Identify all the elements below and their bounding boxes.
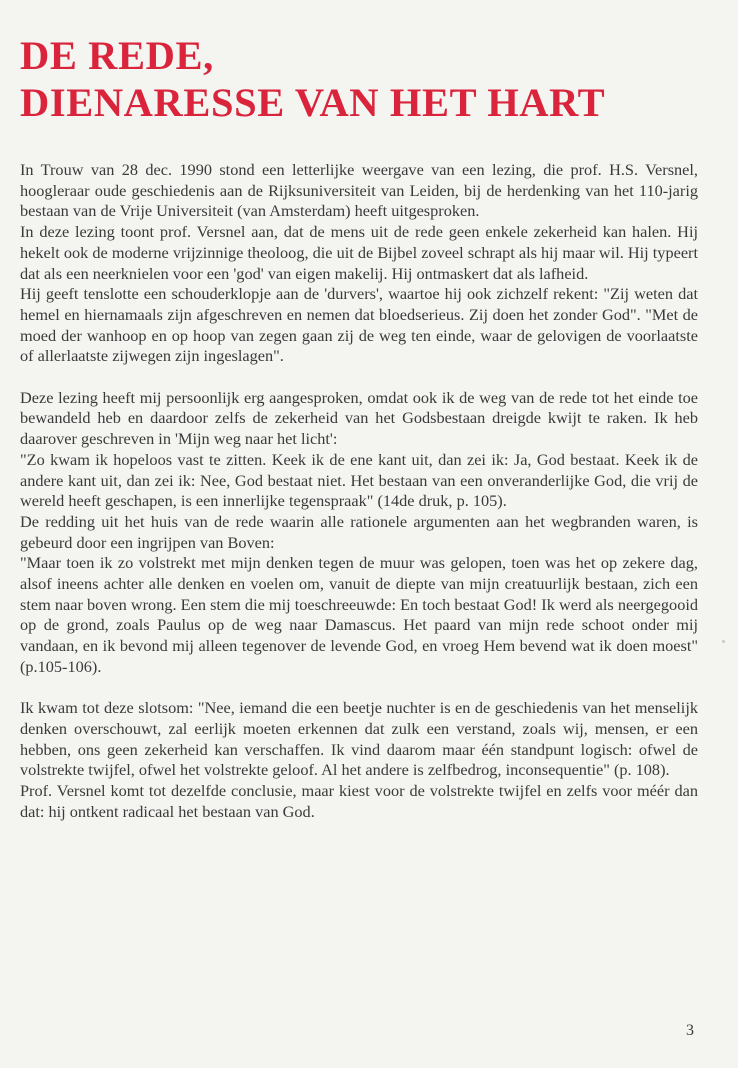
- paragraph-lecture-summary: In deze lezing toont prof. Versnel aan, dat de mens uit de rede geen enkele zekerheid kan halen. Hij hekelt ook de moderne vrijzinnige theoloog, die uit de Bijbel zoveel schrapt als hij maar wil. Hij typeert dat als een neerknielen voor een 'god' van eigen makelij. Hij ontmaskert dat als lafheid.: [20, 222, 698, 283]
- paragraph-rescue: De redding uit het huis van de rede waarin alle rationele argumenten aan het wegbranden waren, is gebeurd door een ingrijpen van Boven:: [20, 511, 698, 552]
- paragraph-durvers: Hij geeft tenslotte een schouderklopje aan de 'durvers', waartoe hij ook zichzelf rekent: "Zij weten dat hemel en hiernamaals zijn afgeschreven en nemen dat bloedserieus. Zij doen het zonder God". "Met de moed der wanhoop en op hoop van zegen gaan zij de weg ten einde, waar de gelovigen de voorlaatste of allerlaatste zijwegen zijn ingeslagen".: [20, 284, 698, 366]
- quote-voice: "Maar toen ik zo volstrekt met mijn denken tegen de muur was gelopen, toen was het op zekere dag, alsof ineens achter alle denken en voelen om, vanuit de diepte van mijn creatuurlijk bestaan, zich een stem naar boven wrong. Een stem die mij toeschreeuwde: En toch bestaat God! Ik werd als neergegooid op de grond, zoals Paulus op de weg naar Damascus. Het paard van mijn rede schoot onder mij vandaan, en ik bevond mij alleen tegenover de levende God, en vroeg Hem bevend wat ik doen moest" (p.105-106).: [20, 553, 698, 676]
- paragraph-versnel-conclusion: Prof. Versnel komt tot dezelfde conclusie, maar kiest voor de volstrekte twijfel en zelfs voor méér dan dat: hij ontkent radicaal het bestaan van God.: [20, 781, 698, 821]
- paragraph-intro: In Trouw van 28 dec. 1990 stond een letterlijke weergave van een lezing, die prof. H.S. Versnel, hoogleraar oude geschiedenis aan de Rijksuniversiteit van Leiden, bij de herdenking van het 110-jarig bestaan van de Vrije Universiteit (van Amsterdam) heeft uitgesproken.: [20, 160, 698, 221]
- margin-speck: [722, 640, 725, 643]
- page-number: 3: [686, 1022, 694, 1039]
- title-line-1: DE REDE,: [20, 33, 214, 78]
- title-line-2: DIENARESSE VAN HET HART: [20, 80, 606, 125]
- paragraph-conclusion: Ik kwam tot deze slotsom: "Nee, iemand die een beetje nuchter is en de geschiedenis van het menselijk denken overschouwt, zal eerlijk moeten erkennen dat zulk een verstand, zoals wij, mensen, er een hebben, ons geen zekerheid kan verschaffen. Ik vind daarom maar één standpunt logisch: ofwel de volstrekte twijfel, ofwel het volstrekte geloof. Al het andere is zelfbedrog, inconsequentie" (p. 108).: [20, 698, 698, 780]
- article-body: [20, 160, 698, 822]
- paragraph-personal: Deze lezing heeft mij persoonlijk erg aangesproken, omdat ook ik de weg van de rede tot het einde toe bewandeld heb en daardoor zelfs de zekerheid van het Godsbestaan dreigde kwijt te raken. Ik heb daarover geschreven in 'Mijn weg naar het licht':: [20, 387, 698, 449]
- quote-hopeless: "Zo kwam ik hopeloos vast te zitten. Keek ik de ene kant uit, dan zei ik: Ja, God bestaat. Keek ik de andere kant uit, dan zei ik: Nee, God bestaat niet. Het bestaan van een onveranderlijke God, die vrij de wereld heeft geschapen, is een innerlijke tegenspraak" (14de druk, p. 105).: [20, 449, 698, 511]
- article-title: [20, 32, 720, 126]
